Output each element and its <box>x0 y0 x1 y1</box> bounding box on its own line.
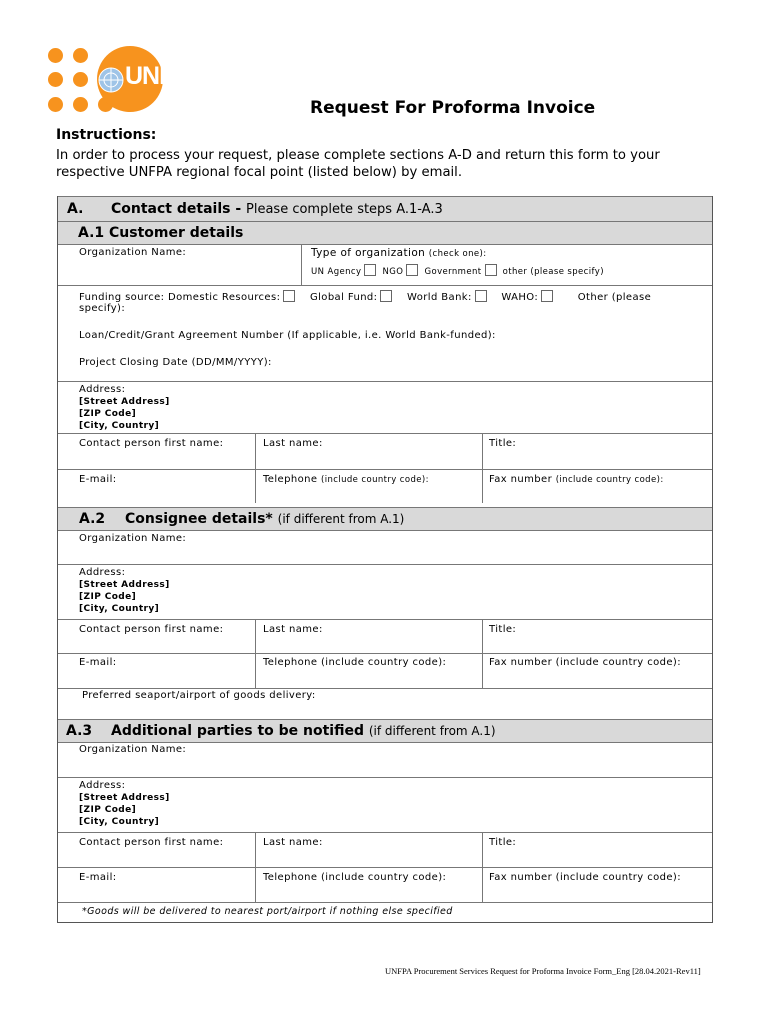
divider <box>58 433 712 434</box>
a1-title: A.1 Customer details <box>78 225 244 241</box>
funding-domestic-label: Funding source: Domestic Resources: <box>79 292 281 303</box>
goods-delivery-note: *Goods will be delivered to nearest port/airport if nothing else specified <box>82 906 453 917</box>
a1-header <box>58 221 712 245</box>
org-type-un-checkbox[interactable] <box>364 264 376 276</box>
a3-city: [City, Country] <box>79 817 160 827</box>
a1-first-name-label: Contact person first name: <box>79 438 224 449</box>
a2-title-text: Consignee details* <box>125 511 273 527</box>
a3-address-label: Address: <box>79 780 126 791</box>
a3-telephone-label: Telephone (include country code): <box>263 872 447 883</box>
logo-dot <box>73 72 88 87</box>
a1-fax-note: (include country code): <box>555 475 664 485</box>
a2-first-name-label: Contact person first name: <box>79 624 224 635</box>
un-emblem-icon <box>97 66 125 94</box>
org-type-text: Type of organization <box>311 247 426 259</box>
a3-first-name-label: Contact person first name: <box>79 837 224 848</box>
funding-specify: specify): <box>79 303 126 314</box>
a3-header <box>58 719 712 743</box>
divider <box>482 619 483 689</box>
seaport-label: Preferred seaport/airport of goods delivery: <box>82 690 316 701</box>
a2-street: [Street Address] <box>79 580 170 590</box>
org-type-options <box>311 264 604 277</box>
logo-dot <box>73 97 88 112</box>
a1-telephone-label <box>263 474 429 485</box>
loan-number-label: Loan/Credit/Grant Agreement Number (If applicable, i.e. World Bank-funded): <box>79 330 496 341</box>
divider <box>58 469 712 470</box>
a1-org-name-label: Organization Name: <box>79 247 187 258</box>
divider <box>58 688 712 689</box>
page-footer: UNFPA Procurement Services Request for Proforma Invoice Form_Eng [28.04.2021-Rev11] <box>385 966 701 976</box>
a3-org-name-label: Organization Name: <box>79 744 187 755</box>
divider <box>58 867 712 868</box>
a2-header <box>58 507 712 531</box>
divider <box>58 619 712 620</box>
a2-last-name-label: Last name: <box>263 624 323 635</box>
org-type-other-label: other (please specify) <box>502 267 604 277</box>
a1-last-name-label: Last name: <box>263 438 323 449</box>
divider <box>482 433 483 503</box>
org-type-gov-checkbox[interactable] <box>485 264 497 276</box>
a2-title <box>125 511 404 527</box>
divider <box>301 244 302 286</box>
divider <box>58 285 712 286</box>
a2-address-label: Address: <box>79 567 126 578</box>
instructions-text: In order to process your request, please complete sections A-D and return this form to your respective UNFPA regional focal point (listed below) by email. <box>56 148 660 180</box>
a3-num: A.3 <box>66 723 93 739</box>
section-a-subtitle: Please complete steps A.1-A.3 <box>246 202 443 217</box>
section-a-title <box>111 201 443 217</box>
funding-worldbank-label: World Bank: <box>407 292 472 303</box>
a3-title-label: Title: <box>489 837 517 848</box>
divider <box>58 777 712 778</box>
logo-dot <box>48 97 63 112</box>
a3-note: (if different from A.1) <box>368 724 496 738</box>
funding-domestic-checkbox[interactable] <box>283 290 295 302</box>
a1-title-label: Title: <box>489 438 517 449</box>
a2-org-name-label: Organization Name: <box>79 533 187 544</box>
a3-title <box>111 723 496 739</box>
a3-email-label: E-mail: <box>79 872 117 883</box>
a2-title-label: Title: <box>489 624 517 635</box>
a3-title-text: Additional parties to be notified <box>111 723 364 739</box>
a2-fax-label: Fax number (include country code): <box>489 657 681 668</box>
request-form <box>57 196 713 923</box>
page-title: Request For Proforma Invoice <box>310 98 596 118</box>
a1-fax-text: Fax number <box>489 474 553 485</box>
logo-dot <box>73 48 88 63</box>
funding-worldbank-checkbox[interactable] <box>475 290 487 302</box>
a2-city: [City, Country] <box>79 604 160 614</box>
a3-zip: [ZIP Code] <box>79 805 137 815</box>
logo-dot <box>48 72 63 87</box>
a3-fax-label: Fax number (include country code): <box>489 872 681 883</box>
a2-note: (if different from A.1) <box>277 512 405 526</box>
a2-email-label: E-mail: <box>79 657 117 668</box>
funding-global-label: Global Fund: <box>309 292 378 303</box>
a1-city: [City, Country] <box>79 421 160 431</box>
org-type-un-label: UN Agency <box>311 267 362 277</box>
a1-street: [Street Address] <box>79 397 170 407</box>
logo-dot <box>48 48 63 63</box>
a3-street: [Street Address] <box>79 793 170 803</box>
a1-email-label: E-mail: <box>79 474 117 485</box>
org-type-ngo-checkbox[interactable] <box>406 264 418 276</box>
section-a-letter: A. <box>67 201 84 217</box>
funding-global-checkbox[interactable] <box>380 290 392 302</box>
a1-telephone-note: (include country code): <box>320 475 429 485</box>
divider <box>255 433 256 503</box>
instructions-heading: Instructions: <box>56 127 157 143</box>
org-type-note: (check one): <box>428 249 487 259</box>
divider <box>58 381 712 382</box>
a2-zip: [ZIP Code] <box>79 592 137 602</box>
funding-other-label: Other (please <box>577 292 652 303</box>
divider <box>255 619 256 689</box>
org-type-gov-label: Government <box>424 267 482 277</box>
divider <box>58 832 712 833</box>
a2-telephone-label: Telephone (include country code): <box>263 657 447 668</box>
section-a-header <box>58 196 712 223</box>
a1-fax-label <box>489 474 664 485</box>
divider <box>58 653 712 654</box>
a2-num: A.2 <box>79 511 106 527</box>
org-type-label <box>311 247 487 259</box>
divider <box>58 564 712 565</box>
funding-waho-checkbox[interactable] <box>541 290 553 302</box>
a1-zip: [ZIP Code] <box>79 409 137 419</box>
project-closing-label: Project Closing Date (DD/MM/YYYY): <box>79 357 272 368</box>
funding-waho-label: WAHO: <box>501 292 539 303</box>
divider <box>58 902 712 903</box>
org-type-ngo-label: NGO <box>382 267 404 277</box>
section-a-title-text: Contact details - <box>111 201 242 217</box>
logo-text: UNFPA <box>125 62 205 90</box>
a1-address-label: Address: <box>79 384 126 395</box>
a1-telephone-text: Telephone <box>263 474 318 485</box>
funding-source-row <box>79 290 651 303</box>
a3-last-name-label: Last name: <box>263 837 323 848</box>
